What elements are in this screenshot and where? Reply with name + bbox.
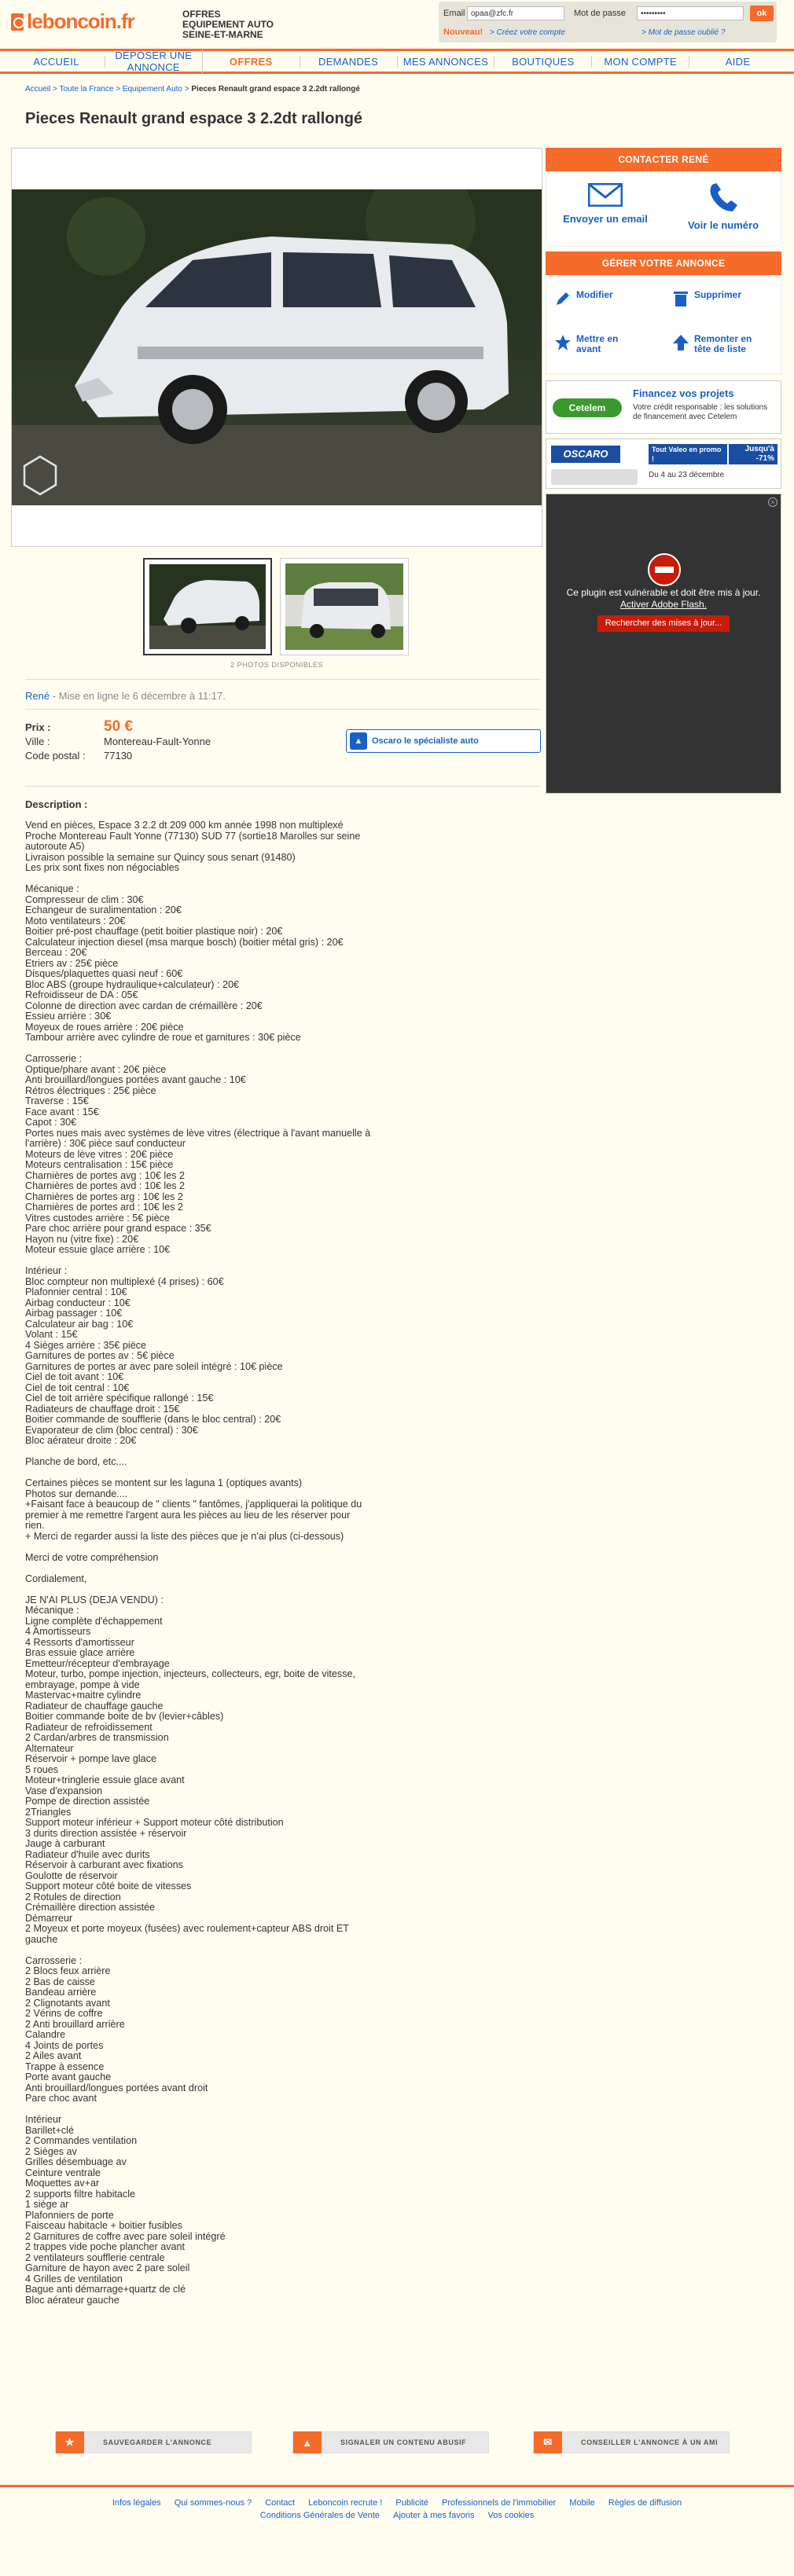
share-ad-button[interactable]: ✉ CONSEILLER L'ANNONCE À UN AMI — [533, 2431, 730, 2453]
manage-title: GÉRER VOTRE ANNONCE — [546, 251, 781, 275]
share-icon: ✉ — [534, 2431, 562, 2453]
zip-label: Code postal : — [25, 750, 86, 761]
email-label: Email — [443, 9, 465, 18]
footer-link[interactable]: Vos cookies — [487, 2511, 535, 2520]
cetelem-logo: Cetelem — [553, 398, 622, 417]
thumbnail-1-image — [149, 564, 266, 649]
password-label: Mot de passe — [574, 9, 627, 18]
forgot-password-link[interactable]: > Mot de passe oublié ? — [641, 28, 726, 37]
login-ok-button[interactable]: ok — [750, 6, 774, 21]
login-box — [439, 2, 777, 42]
ad-info — [25, 720, 211, 763]
footer-link[interactable]: Contact — [265, 2498, 296, 2508]
footer-link[interactable]: Publicité — [395, 2498, 428, 2508]
nav-aide[interactable]: AIDE — [725, 55, 751, 68]
contact-box — [546, 171, 781, 247]
nav-boutiques[interactable]: BOUTIQUES — [494, 56, 592, 68]
save-ad-button[interactable]: ★ SAUVEGARDER L'ANNONCE — [55, 2431, 252, 2453]
oscaro-button[interactable] — [346, 729, 541, 753]
nav-accueil[interactable]: ACCUEIL — [8, 56, 105, 68]
phone-icon — [708, 183, 739, 213]
footer-link[interactable]: Qui sommes-nous ? — [174, 2498, 252, 2508]
activate-flash-link[interactable]: Activer Adobe Flash. — [619, 599, 708, 610]
thumbnail-2[interactable] — [280, 558, 409, 655]
breadcrumb: Accueil > Toute la France > Equipement Auto > Pieces Renault grand espace 3 2.2dt rallongé — [25, 85, 360, 94]
trash-icon — [672, 290, 689, 307]
oscaro-dates: Du 4 au 23 décembre — [649, 471, 725, 479]
price-value: 50 € — [104, 718, 133, 735]
footer-link[interactable]: Ajouter à mes favoris — [393, 2511, 475, 2520]
city-value: Montereau-Fault-Yonne — [104, 736, 211, 747]
breadcrumb-accueil[interactable]: Accueil — [25, 85, 51, 94]
show-number-button[interactable]: Voir le numéro — [664, 183, 782, 231]
report-ad-button[interactable]: ▲ SIGNALER UN CONTENU ABUSIF — [292, 2431, 489, 2453]
description-text: Vend en pièces, Espace 3 2.2 dt 209 000 km année 1998 non multiplexé Proche Montereau Fault Yonne (77130) SUD 77 (sortie18 Marolles sur seine autoroute A5) Livraison possible la semaine sur Quincy sous senart (91480) Les prix sont fixes non négociables Mécanique : Compresseur de clim : 30€ Echangeur de suralimentation : 20€ Moto ventilateurs : 20€ Boitier pré-post chauffage (petit boitier plastique noir) : 20€ Calculateur injection diesel (msa marque bosch) (boitier métal gris) : 20€ Berceau : 20€ Etriers av : 25€ pièce Disques/plaquettes quasi neuf : 60€ Bloc ABS (groupe hydraulique+calculateur) : 20€ Refroidisseur de DA : 05€ Colonne de direction avec cardan de crémaillère : 20€ Essieu arrière : 30€ Moyeux de roues arrière : 20€ pièce Tambour arrière avec cylindre de roue et garnitures : 30€ pièce Carrosserie : Optique/phare avant : 20€ pièce Anti brouillard/longues portées avant gauche : 10€ Rétros électriques : 25€ pièce Traverse : 15€ Face avant : 15€ Capot : 30€ Portes nues mais avec systèmes de lève vitres (électrique à l'avant manuelle à l'arrière) : 30€ pièce sauf conducteur Moteurs de lève vitres : 20€ pièce Moteurs centralisation : 15€ pièce Charnières de portes avg : 10€ les 2 Charnières de portes avd : 10€ les 2 Charnières de portes arg : 10€ les 2 Charnières de portes ard : 10€ les 2 Vitres custodes arrière : 5€ pièce Pare choc arrière pour grand espace : 35€ Hayon nu (vitre fixe) : 20€ Moteur essuie glace arrière : 10€ Intérieur : Bloc compteur non multiplexé (4 prises) : 60€ Plafonnier central : 10€ Airbag conducteur : 10€ Airbag passager : 10€ Calculateur air bag : 10€ Volant : 15€ 4 Sièges arrière : 35€ pièce Garnitures de portes av : 5€ pièce Garnitures de portes ar avec pare soleil intégré : 10€ pièce Ciel de toit avant : 10€ Ciel de toit central : 10€ Ciel de toit arrière spécifique rallongé : 15€ Radiateurs de chauffage droit : 15€ Boitier commande de soufflerie (dans le bloc central) : 20€ Evaporateur de clim (bloc central) : 30€ Bloc aérateur droite : 20€ Planche de bord, etc.... Certaines pièces se montent sur les laguna 1 (optiques avants) Photos sur demande.... +Faisant face à beaucoup de " clients " fantômes, j'appliquerai la politique du premier à me remettre l'argent aura les pièces au lieu de les réserver pour rien. + Merci de regarder aussi la liste des pièces que je n'ai plus (ci-dessous) Merci de votre compréhension Cordialement, JE N'AI PLUS (DEJA VENDU) : Mécanique : Ligne complète d'échappement 4 Amortisseurs 4 Ressorts d'amortisseur Bras essuie glace arrière Emetteur/récepteur d'embrayage Moteur, turbo, pompe injection, injecteurs, collecteurs, egr, boite de vitesse, embrayage, pompe à vide Mastervac+maitre cylindre Radiateur de chauffage gauche Boitier commande boite de bv (levier+câbles) Radiateur de refroidissement 2 Cardan/arbres de transmission Alternateur Réservoir + pompe lave glace 5 roues Moteur+tringlerie essuie glace avant Vase d'expansion Pompe de direction assistée 2Triangles Support moteur inférieur + Support moteur côté distribution 3 durits direction assistée + réservoir Jauge à carburant Radiateur d'huile avec durits Réservoir à carburant avec fixations Goulotte de réservoir Support moteur côté boite de vitesses 2 Rotules de direction Crémaillère direction assistée Démarreur 2 Moyeux et porte moyeux (fusées) avec roulement+capteur ABS droit ET gauche Carrosserie : 2 Blocs feux arrière 2 Bas de caisse Bandeau arrière 2 Clignotants avant 2 Vérins de coffre 2 Anti brouillard arrière Calandre 4 Joints de portes 2 Ailes avant Trappe à essence Porte avant gauche Anti brouillard/longues portées avant droit Pare choc avant Intérieur Barillet+clé 2 Commandes ventilation 2 Sièges av Grilles désembuage av Ceinture ventrale Moquettes av+ar 2 supports filtre habitacle 1 siège ar Plafonniers de porte Faisceau habitacle + boitier fusibles 2 Garnitures de coffre avec pare soleil intégré 2 trappes vide poche plancher avant 2 ventilateurs soufflerie centrale Garniture de hayon avec 2 pare soleil 4 Grilles de ventilation Bague anti démarrage+quartz de clé Bloc aérateur gauche — [25, 820, 371, 2306]
nav-mes-annonces[interactable]: MES ANNONCES — [398, 56, 495, 68]
breadcrumb-equipement[interactable]: Equipement Auto — [122, 85, 182, 94]
email-icon — [588, 183, 623, 207]
save-icon: ★ — [56, 2431, 84, 2453]
tagline-line-2: EQUIPEMENT AUTO — [182, 19, 274, 30]
thumbnail-1[interactable] — [143, 558, 272, 655]
cetelem-text: Votre crédit responsable : les solutions de financement avec Cetelem — [633, 403, 768, 421]
main-nav — [0, 49, 794, 74]
bump-button[interactable]: Remonter en tête de liste — [672, 334, 752, 354]
modify-button[interactable]: Modifier — [554, 290, 613, 307]
car-icon: ▲ — [350, 732, 367, 750]
breadcrumb-current: Pieces Renault grand espace 3 2.2dt rallongé — [191, 85, 360, 94]
nav-mon-compte[interactable]: MON COMPTE — [592, 56, 689, 68]
arrow-up-icon — [672, 334, 689, 351]
footer — [0, 2485, 794, 2522]
photos-caption: 2 PHOTOS DISPONIBLES — [230, 661, 323, 669]
tagline-line-3: SEINE-ET-MARNE — [182, 29, 263, 40]
logo-icon — [11, 13, 24, 31]
city-label: Ville : — [25, 736, 50, 747]
tagline-line-1: OFFRES — [182, 9, 221, 20]
feature-button[interactable]: Mettre en avant — [554, 334, 618, 354]
action-buttons — [0, 2431, 794, 2455]
footer-link[interactable]: Infos légales — [112, 2498, 161, 2508]
thumbnail-2-image — [285, 563, 403, 650]
send-email-button[interactable]: Envoyer un email — [546, 183, 664, 225]
breadcrumb-france[interactable]: Toute la France — [59, 85, 114, 94]
footer-link[interactable]: Conditions Générales de Vente — [259, 2511, 380, 2520]
site-logo[interactable] — [11, 9, 134, 34]
thumbnails — [143, 558, 410, 668]
nav-deposer[interactable]: DÉPOSER UNE ANNONCE — [105, 50, 203, 73]
nav-offres[interactable]: OFFRES — [203, 56, 300, 68]
manage-box — [546, 275, 781, 374]
password-input[interactable] — [637, 6, 744, 20]
sidebar — [546, 148, 781, 794]
oscaro-products-image — [551, 469, 638, 485]
header-tagline — [182, 9, 274, 40]
oscaro-promo: Tout Valeo en promo ! — [649, 444, 727, 464]
star-icon — [554, 334, 572, 351]
online-date: - Mise en ligne le 6 décembre à 11:17. — [50, 690, 226, 702]
footer-link[interactable]: Leboncoin recrute ! — [308, 2498, 383, 2508]
footer-link[interactable]: Règles de diffusion — [608, 2498, 682, 2508]
blocked-plugin-icon — [647, 552, 682, 587]
create-account-link[interactable]: > Créez votre compte — [490, 28, 565, 37]
pencil-icon — [554, 290, 572, 307]
footer-link[interactable]: Mobile — [569, 2498, 595, 2508]
price-label: Prix : — [25, 721, 51, 733]
main-photo[interactable] — [11, 148, 542, 547]
check-updates-button[interactable]: Rechercher des mises à jour... — [597, 615, 730, 632]
cetelem-title: Financez vos projets — [633, 387, 734, 399]
contact-title: CONTACTER RENÉ — [546, 148, 781, 171]
oscaro-logo: OSCARO — [551, 446, 620, 463]
delete-button[interactable]: Supprimer — [672, 290, 741, 307]
new-label: Nouveau! — [443, 28, 483, 37]
header — [0, 0, 794, 47]
footer-link[interactable]: Professionnels de l'immobilier — [442, 2498, 557, 2508]
online-info — [25, 690, 226, 702]
email-input[interactable] — [467, 6, 564, 20]
zip-value: 77130 — [104, 750, 133, 761]
ad-title: Pieces Renault grand espace 3 2.2dt rallongé — [25, 110, 363, 127]
seller-name[interactable]: René — [25, 690, 50, 702]
description-title: Description : — [25, 798, 88, 810]
close-icon[interactable]: × — [768, 497, 777, 507]
cetelem-ad[interactable] — [546, 380, 781, 434]
car-photo — [12, 189, 542, 505]
flash-message: Ce plugin est vulnérable et doit être mis à jour. Activer Adobe Flash. Rechercher des mises à jour... — [546, 587, 781, 632]
logo-text: leboncoin.fr — [27, 9, 134, 33]
oscaro-ad[interactable] — [546, 439, 781, 489]
nav-demandes[interactable]: DEMANDES — [300, 56, 398, 68]
oscaro-button-label: Oscaro le spécialiste auto — [372, 736, 479, 746]
oscaro-percent: Jusqu'à -71% — [729, 444, 777, 464]
flash-ad-placeholder — [546, 494, 781, 794]
warning-icon: ▲ — [293, 2431, 322, 2453]
